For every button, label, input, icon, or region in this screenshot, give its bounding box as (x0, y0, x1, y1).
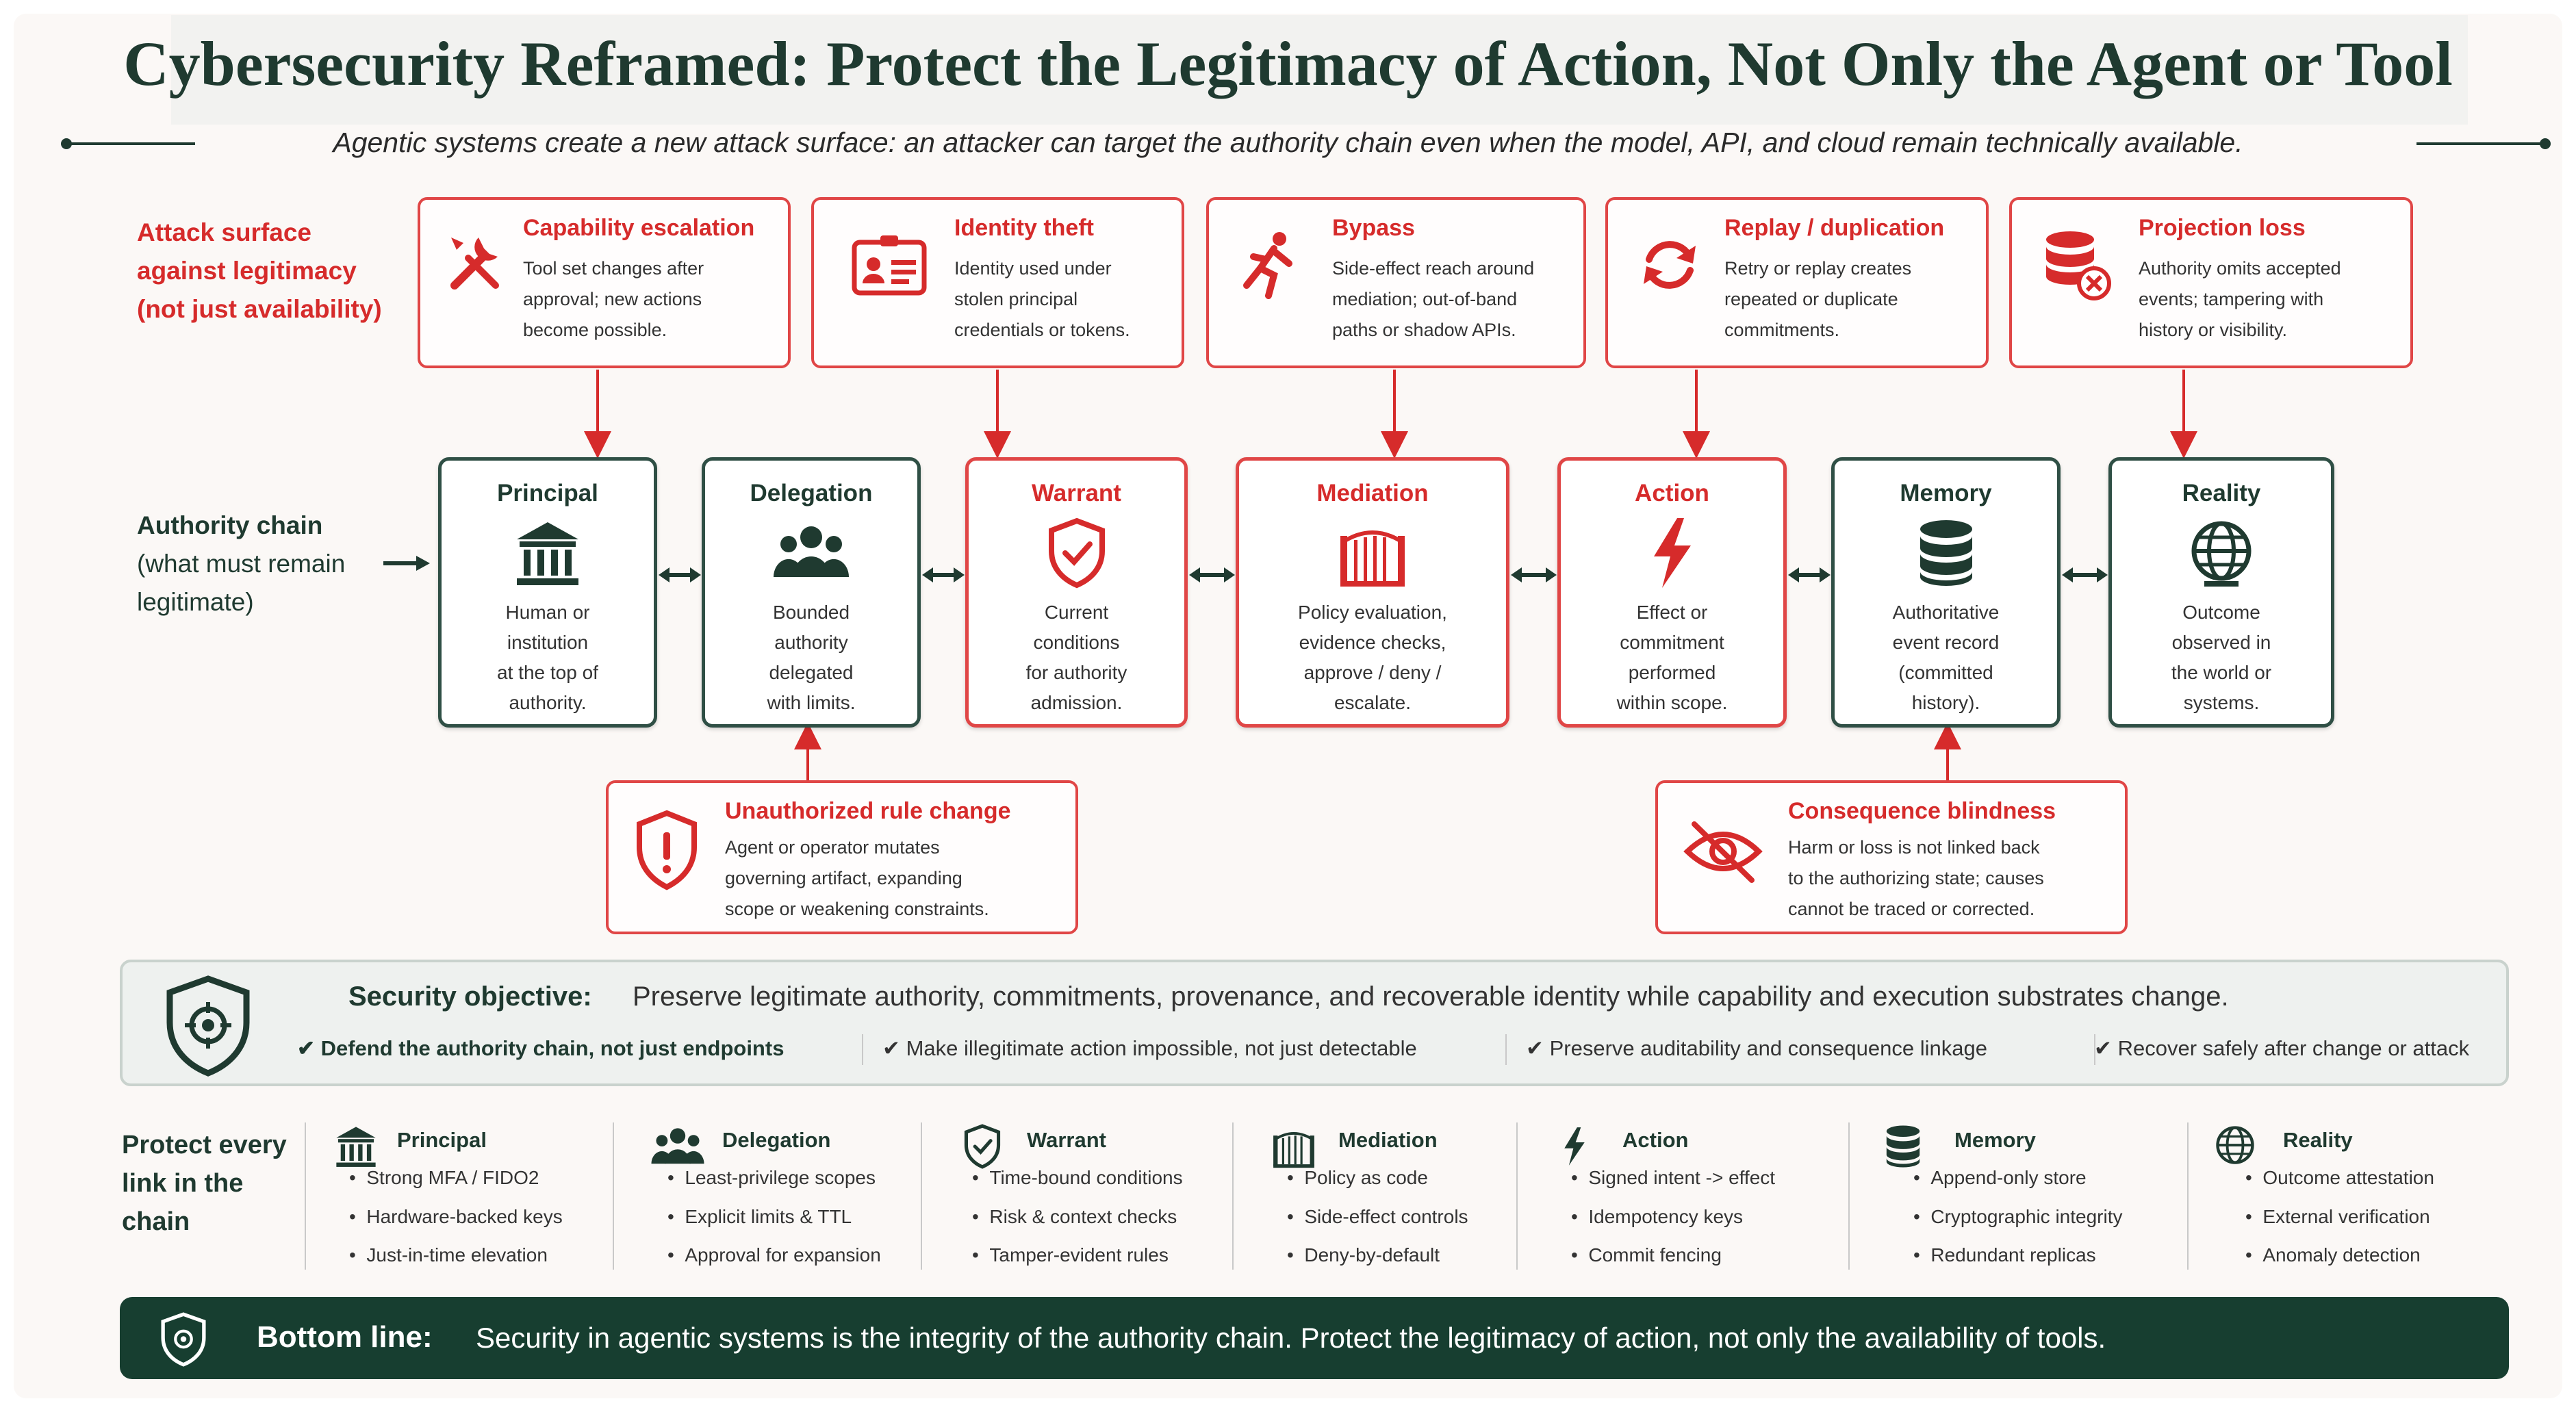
node-desc-line: authority (774, 632, 848, 653)
eye-off-icon (1682, 817, 1764, 886)
node-desc-line: delegated (769, 662, 854, 683)
attack-desc-line: paths or shadow APIs. (1332, 320, 1516, 340)
check-icon: ✔ (1526, 1036, 1550, 1060)
protect-bullet: • Least-privilege scopes (667, 1167, 876, 1188)
check-icon: ✔ (297, 1036, 321, 1060)
attack-title: Identity theft (954, 215, 1094, 241)
node-desc-line: systems. (2183, 692, 2260, 713)
node-desc-line: observed in (2171, 632, 2271, 653)
node-desc-line: Authoritative (1892, 602, 2000, 623)
chain-node-principal (438, 457, 657, 728)
node-desc (1246, 598, 1499, 718)
attack-label-line: Attack surface (137, 218, 312, 246)
bullet-text: Explicit limits & TTL (685, 1206, 852, 1227)
attack-title: Unauthorized rule change (725, 798, 1011, 824)
protect-bullet: • Outcome attestation (2245, 1167, 2434, 1188)
node-desc-line: event record (1892, 632, 2000, 653)
attack-desc-line: Identity used under (954, 258, 1112, 279)
check-circle-icon: ✔ (882, 1036, 906, 1060)
protect-label-line: link in the (122, 1169, 244, 1198)
separator (1848, 1122, 1850, 1270)
protect-bullet: • Side-effect controls (1287, 1206, 1468, 1227)
attack-desc-line: governing artifact, expanding (725, 868, 962, 888)
node-title: Delegation (750, 480, 873, 506)
node-desc-line: at the top of (497, 662, 598, 683)
attack-card-unauthorized-rule-change (606, 780, 1078, 934)
protect-bullet: • Policy as code (1287, 1167, 1428, 1188)
node-desc-line: Human or (505, 602, 590, 623)
node-desc-line: Current (1044, 602, 1109, 623)
shield-target-icon (160, 975, 256, 1077)
protect-bullet: • Time-bound conditions (972, 1167, 1183, 1188)
separator (921, 1122, 922, 1270)
node-desc (975, 598, 1177, 718)
check-text: Recover safely after change or attack (2117, 1036, 2470, 1060)
chain-node-delegation (702, 457, 921, 728)
bullet-text: Approval for expansion (685, 1244, 881, 1266)
node-desc-line: the world or (2171, 662, 2272, 683)
bullet-text: Least-privilege scopes (685, 1167, 876, 1188)
protect-col-title: Memory (1954, 1128, 2036, 1152)
attack-title: Replay / duplication (1724, 215, 1945, 241)
bullet-text: Append-only store (1930, 1167, 2087, 1188)
protect-bullet: • Redundant replicas (1913, 1244, 2096, 1266)
lightning-icon (1554, 1122, 1595, 1170)
attack-desc-line: mediation; out-of-band (1332, 289, 1518, 309)
bottom-line-text: Security in agentic systems is the integrity of the authority chain. Protect the legitimacy of action, not only the availability of tools. (476, 1322, 2106, 1354)
attack-desc-line: to the authorizing state; causes (1788, 868, 2044, 888)
chain-node-warrant (965, 457, 1188, 728)
attack-desc-line: Agent or operator mutates (725, 837, 940, 858)
shield-alert-icon (633, 809, 701, 891)
shield-check-icon (958, 1122, 1006, 1170)
attack-desc (725, 832, 989, 925)
chain-label-line: (what must remain (137, 550, 346, 578)
bullet-text: Idempotency keys (1588, 1206, 1744, 1227)
node-desc-line: escalate. (1334, 692, 1412, 713)
protect-col-title: Delegation (722, 1128, 831, 1152)
bullet-text: Redundant replicas (1930, 1244, 2096, 1266)
objective-check (882, 1036, 1417, 1061)
protect-bullet: • Cryptographic integrity (1913, 1206, 2123, 1227)
node-desc-line: admission. (1030, 692, 1123, 713)
node-desc-line: Outcome (2182, 602, 2260, 623)
attack-card-consequence-blindness (1655, 780, 2128, 934)
attack-desc-line: Tool set changes after (523, 258, 704, 279)
node-title: Mediation (1316, 480, 1429, 506)
check-text: Preserve auditability and consequence linkage (1549, 1036, 1987, 1060)
objective-check (1526, 1036, 1987, 1061)
security-objective-panel (120, 960, 2509, 1086)
attack-desc-line: stolen principal (954, 289, 1078, 309)
separator (2187, 1122, 2189, 1270)
chain-node-reality (2108, 457, 2334, 728)
attack-desc-line: scope or weakening constraints. (725, 899, 989, 919)
attack-desc-line: credentials or tokens. (954, 320, 1130, 340)
attack-title: Consequence blindness (1788, 798, 2056, 824)
people-icon (650, 1122, 705, 1170)
bullet-text: Cryptographic integrity (1930, 1206, 2123, 1227)
attack-desc-line: become possible. (523, 320, 667, 340)
node-desc-line: evidence checks, (1299, 632, 1446, 653)
bullet-text: Time-bound conditions (989, 1167, 1183, 1188)
node-title: Principal (497, 480, 598, 506)
protect-bullet: • Deny-by-default (1287, 1244, 1440, 1266)
chain-node-memory (1831, 457, 2061, 728)
protect-col-title: Warrant (1027, 1128, 1106, 1152)
protect-bullet: • Strong MFA / FIDO2 (349, 1167, 539, 1188)
attack-desc-line: approval; new actions (523, 289, 702, 309)
protect-bullet: • External verification (2245, 1206, 2430, 1227)
attack-desc-line: Side-effect reach around (1332, 258, 1535, 279)
chain-double-arrows (0, 561, 2576, 589)
node-title: Warrant (1032, 480, 1121, 506)
protect-bullet: • Just-in-time elevation (349, 1244, 548, 1266)
separator (1232, 1122, 1234, 1270)
database-icon (1879, 1122, 1927, 1170)
protect-label (122, 1126, 287, 1241)
node-desc-line: authority. (509, 692, 587, 713)
check-circle-icon: ✔ (2094, 1036, 2118, 1060)
node-desc-line: (committed (1898, 662, 1993, 683)
attack-desc-line: cannot be traced or corrected. (1788, 899, 2035, 919)
separator (862, 1034, 863, 1065)
attack-desc-line: Retry or replay creates (1724, 258, 1912, 279)
subtitle: Agentic systems create a new attack surface: an attacker can target the authority chain even when the model, API, and cloud remain technically available. (333, 127, 2243, 158)
attack-label-line: against legitimacy (137, 257, 357, 285)
bottom-line-label: Bottom line: (257, 1320, 433, 1354)
attack-desc-line: Harm or loss is not linked back (1788, 837, 2040, 858)
institution-icon (332, 1122, 380, 1170)
bullet-text: External verification (2262, 1206, 2430, 1227)
bullet-text: Just-in-time elevation (366, 1244, 548, 1266)
protect-col-title: Action (1622, 1128, 1689, 1152)
protect-col-title: Reality (2283, 1128, 2353, 1152)
attack-label-line: (not just availability) (137, 295, 382, 323)
node-desc-line: conditions (1033, 632, 1120, 653)
separator (1505, 1034, 1507, 1065)
chain-label-line: legitimate) (137, 588, 254, 616)
protect-bullet: • Tamper-evident rules (972, 1244, 1169, 1266)
page-title: Cybersecurity Reframed: Protect the Legitimacy of Action, Not Only the Agent or Tool (123, 29, 2453, 99)
check-text: Make illegitimate action impossible, not just detectable (906, 1036, 1417, 1060)
node-desc-line: Bounded (772, 602, 850, 623)
shield-target-icon (157, 1312, 209, 1367)
attack-desc (1788, 832, 2044, 925)
node-title: Action (1635, 480, 1709, 506)
protect-bullet: • Approval for expansion (667, 1244, 881, 1266)
node-desc (448, 598, 647, 718)
node-desc-line: Policy evaluation, (1298, 602, 1447, 623)
node-desc-line: approve / deny / (1303, 662, 1442, 683)
protect-bullet: • Append-only store (1913, 1167, 2087, 1188)
bullet-text: Outcome attestation (2262, 1167, 2434, 1188)
bullet-text: Tamper-evident rules (989, 1244, 1169, 1266)
bullet-text: Deny-by-default (1304, 1244, 1440, 1266)
node-desc-line: with limits. (767, 692, 856, 713)
protect-bullet: • Hardware-backed keys (349, 1206, 563, 1227)
node-desc-line: performed (1628, 662, 1716, 683)
check-text: Defend the authority chain, not just endpoints (320, 1036, 785, 1060)
attack-desc-line: history or visibility. (2139, 320, 2288, 340)
separator (305, 1122, 306, 1270)
node-title: Reality (2182, 480, 2261, 506)
globe-icon (2211, 1122, 2259, 1170)
attack-desc-line: events; tampering with (2139, 289, 2324, 309)
separator (1516, 1122, 1518, 1270)
protect-bullet: • Explicit limits & TTL (667, 1206, 852, 1227)
protect-bullet: • Idempotency keys (1571, 1206, 1744, 1227)
objective-check (297, 1036, 784, 1061)
protect-label-line: Protect every (122, 1131, 287, 1159)
objective-title: Security objective: (348, 981, 592, 1012)
bullet-text: Strong MFA / FIDO2 (366, 1167, 539, 1188)
bottom-line-bar (120, 1297, 2509, 1379)
node-desc-line: commitment (1620, 632, 1724, 653)
protect-label-line: chain (122, 1207, 190, 1236)
chain-node-mediation (1236, 457, 1509, 728)
protect-bullet: • Anomaly detection (2245, 1244, 2421, 1266)
attack-title: Capability escalation (523, 215, 755, 241)
bullet-text: Risk & context checks (989, 1206, 1177, 1227)
attack-desc-line: Authority omits accepted (2139, 258, 2341, 279)
node-desc-line: institution (507, 632, 589, 653)
gate-icon (1270, 1122, 1318, 1170)
objective-check (2094, 1036, 2469, 1061)
protect-bullet: • Risk & context checks (972, 1206, 1177, 1227)
attack-title: Bypass (1332, 215, 1415, 241)
node-desc-line: history). (1911, 692, 1980, 713)
bullet-text: Hardware-backed keys (366, 1206, 563, 1227)
bullet-text: Signed intent -> effect (1588, 1167, 1776, 1188)
node-desc (1841, 598, 2050, 718)
node-desc-line: Effect or (1636, 602, 1708, 623)
protect-bullet: • Signed intent -> effect (1571, 1167, 1776, 1188)
protect-col-title: Principal (397, 1128, 487, 1152)
protect-bullet: • Commit fencing (1571, 1244, 1722, 1266)
attack-title: Projection loss (2139, 215, 2306, 241)
attack-desc-line: commitments. (1724, 320, 1840, 340)
node-desc-line: within scope. (1616, 692, 1728, 713)
bullet-text: Policy as code (1304, 1167, 1428, 1188)
chain-node-action (1557, 457, 1787, 728)
bullet-text: Anomaly detection (2262, 1244, 2421, 1266)
node-desc (1568, 598, 1776, 718)
chain-label-line: Authority chain (137, 511, 323, 539)
objective-text: Preserve legitimate authority, commitments, provenance, and recoverable identity while capability and execution substrates change. (633, 981, 2229, 1012)
node-desc-line: for authority (1025, 662, 1127, 683)
bullet-text: Commit fencing (1588, 1244, 1722, 1266)
protect-col-title: Mediation (1338, 1128, 1438, 1152)
bullet-text: Side-effect controls (1304, 1206, 1468, 1227)
node-title: Memory (1900, 480, 1992, 506)
node-desc (712, 598, 910, 718)
separator (613, 1122, 614, 1270)
node-desc (2119, 598, 2324, 718)
attack-desc-line: repeated or duplicate (1724, 289, 1898, 309)
